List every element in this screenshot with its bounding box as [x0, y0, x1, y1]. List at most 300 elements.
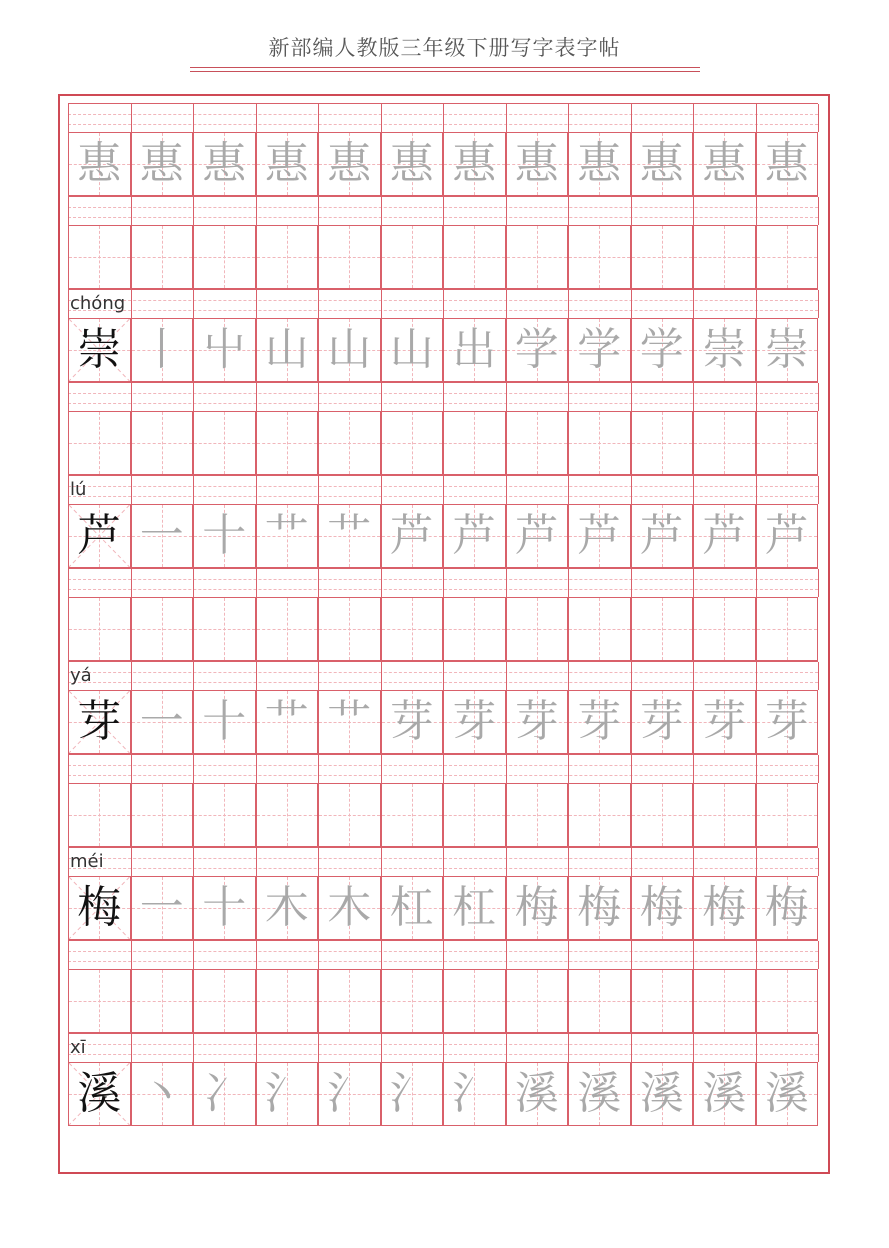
cell-guide-vertical [724, 784, 725, 846]
writing-cell[interactable] [193, 412, 256, 475]
stroke-order-cell[interactable] [256, 691, 319, 754]
writing-cell[interactable] [381, 226, 444, 289]
cell-guide-vertical [349, 784, 350, 846]
pinyin-column-line [256, 290, 257, 318]
trace-character: 梅 [764, 882, 809, 933]
pinyin-column-line [131, 1034, 132, 1062]
writing-cell[interactable] [381, 412, 444, 475]
trace-character: 芦 [639, 510, 684, 561]
trace-cell[interactable] [506, 133, 569, 196]
writing-cell[interactable] [318, 226, 381, 289]
cell-guide-vertical [599, 598, 600, 660]
stroke-order-cell[interactable] [506, 1063, 569, 1126]
stroke-order-cell[interactable] [756, 319, 819, 382]
writing-cell[interactable] [756, 412, 819, 475]
writing-cell[interactable] [631, 412, 694, 475]
trace-character: 芽 [764, 696, 809, 747]
trace-character: 芽 [639, 696, 684, 747]
trace-character: 山 [389, 324, 434, 375]
trace-character: 惠 [139, 138, 184, 189]
pinyin-column-line [256, 848, 257, 876]
stroke-order-cell[interactable] [443, 1063, 506, 1126]
stroke-order-cell[interactable] [443, 319, 506, 382]
pinyin-column-line [693, 1034, 694, 1062]
pinyin-column-line [756, 476, 757, 504]
pinyin-column-line [693, 383, 694, 411]
pinyin-column-line [381, 662, 382, 690]
cell-guide-vertical [224, 598, 225, 660]
trace-cell[interactable] [693, 133, 756, 196]
pinyin-column-line [693, 848, 694, 876]
writing-cell[interactable] [131, 784, 194, 847]
stroke-order-cell[interactable] [443, 877, 506, 940]
pinyin-column-line [193, 1034, 194, 1062]
pinyin-column-line [68, 569, 69, 597]
pinyin-column-line [318, 569, 319, 597]
stroke-order-cell[interactable] [318, 877, 381, 940]
cell-guide-vertical [787, 784, 788, 846]
stroke-order-cell[interactable] [568, 691, 631, 754]
trace-cell[interactable] [318, 133, 381, 196]
trace-character: 惠 [327, 138, 372, 189]
cell-guide-vertical [662, 412, 663, 474]
stroke-order-cell[interactable] [568, 1063, 631, 1126]
trace-cell[interactable] [631, 133, 694, 196]
pinyin-column-line [818, 755, 819, 783]
pinyin-column-line [631, 290, 632, 318]
writing-cell[interactable] [756, 598, 819, 661]
pinyin-column-line [318, 848, 319, 876]
writing-cell[interactable] [443, 226, 506, 289]
stroke-order-cell[interactable] [381, 1063, 444, 1126]
pinyin-column-line [68, 755, 69, 783]
cell-guide-vertical [474, 412, 475, 474]
pinyin-column-line [568, 476, 569, 504]
title-underline-top [190, 67, 700, 68]
pinyin-column-line [318, 476, 319, 504]
trace-character: 艹 [264, 510, 309, 561]
cell-guide-vertical [412, 970, 413, 1032]
pinyin-column-line [381, 1034, 382, 1062]
writing-cell[interactable] [381, 970, 444, 1033]
pinyin-column-line [443, 848, 444, 876]
pinyin-column-line [256, 941, 257, 969]
writing-cell[interactable] [193, 970, 256, 1033]
title-underline-bottom [190, 71, 700, 72]
trace-character: 艹 [327, 510, 372, 561]
pinyin-column-line [443, 104, 444, 132]
pinyin-column-line [193, 197, 194, 225]
pinyin-column-line [756, 569, 757, 597]
trace-character: 芽 [389, 696, 434, 747]
stroke-order-cell[interactable] [256, 319, 319, 382]
trace-character: 惠 [702, 138, 747, 189]
writing-cell[interactable] [506, 784, 569, 847]
cell-guide-vertical [99, 784, 100, 846]
writing-cell[interactable] [693, 226, 756, 289]
cell-guide-vertical [724, 412, 725, 474]
pinyin-column-line [568, 848, 569, 876]
writing-cell[interactable] [256, 412, 319, 475]
cell-guide-vertical [162, 226, 163, 288]
stroke-order-cell[interactable] [193, 319, 256, 382]
cell-guide-vertical [599, 412, 600, 474]
pinyin-column-line [443, 383, 444, 411]
pinyin-label: xī [70, 1037, 86, 1058]
pinyin-column-line [756, 662, 757, 690]
pinyin-column-line [693, 662, 694, 690]
trace-character: 山 [264, 324, 309, 375]
pinyin-row [68, 475, 818, 505]
stroke-order-cell[interactable] [506, 691, 569, 754]
writing-cell[interactable] [256, 226, 319, 289]
stroke-order-cell[interactable] [131, 877, 194, 940]
writing-cell[interactable] [568, 970, 631, 1033]
writing-cell[interactable] [506, 412, 569, 475]
trace-character: 芦 [389, 510, 434, 561]
trace-cell[interactable] [443, 133, 506, 196]
pinyin-column-line [131, 383, 132, 411]
stroke-order-cell[interactable] [693, 505, 756, 568]
pinyin-column-line [443, 941, 444, 969]
stroke-order-cell[interactable] [443, 505, 506, 568]
pinyin-row [68, 661, 818, 691]
stroke-order-cell[interactable] [568, 877, 631, 940]
writing-cell[interactable] [443, 598, 506, 661]
pinyin-column-line [631, 848, 632, 876]
pinyin-column-line [756, 848, 757, 876]
stroke-order-cell[interactable] [381, 691, 444, 754]
writing-cell[interactable] [631, 970, 694, 1033]
trace-character: 十 [202, 696, 247, 747]
stroke-order-cell[interactable] [631, 1063, 694, 1126]
trace-character: 溪 [514, 1068, 559, 1119]
stroke-order-cell[interactable] [381, 505, 444, 568]
stroke-order-cell[interactable] [68, 319, 131, 382]
stroke-order-cell[interactable] [256, 505, 319, 568]
pinyin-column-line [818, 1034, 819, 1062]
stroke-order-cell[interactable] [506, 505, 569, 568]
writing-cell[interactable] [693, 412, 756, 475]
writing-cell[interactable] [131, 598, 194, 661]
pinyin-column-line [68, 290, 69, 318]
stroke-order-cell[interactable] [693, 877, 756, 940]
stroke-order-cell[interactable] [256, 877, 319, 940]
writing-cell[interactable] [68, 784, 131, 847]
cell-guide-vertical [162, 598, 163, 660]
pinyin-column-line [318, 941, 319, 969]
model-character: 芦 [77, 510, 122, 561]
pinyin-column-line [318, 755, 319, 783]
trace-character: 惠 [264, 138, 309, 189]
writing-cell[interactable] [318, 598, 381, 661]
pinyin-column-line [693, 569, 694, 597]
stroke-order-cell[interactable] [631, 319, 694, 382]
trace-character: 十 [202, 882, 247, 933]
writing-cell[interactable] [68, 970, 131, 1033]
pinyin-column-line [443, 755, 444, 783]
writing-cell[interactable] [318, 970, 381, 1033]
writing-cell[interactable] [68, 412, 131, 475]
writing-cell[interactable] [506, 226, 569, 289]
stroke-order-cell[interactable] [318, 1063, 381, 1126]
pinyin-column-line [193, 104, 194, 132]
trace-character: 惠 [77, 138, 122, 189]
trace-character: 氵 [327, 1068, 372, 1119]
writing-cell[interactable] [568, 226, 631, 289]
pinyin-column-line [506, 941, 507, 969]
cell-guide-vertical [787, 970, 788, 1032]
cell-guide-vertical [287, 970, 288, 1032]
cell-guide-vertical [537, 226, 538, 288]
pinyin-column-line [68, 1034, 69, 1062]
trace-character: 屮 [202, 324, 247, 375]
stroke-order-cell[interactable] [131, 505, 194, 568]
trace-character: 学 [639, 324, 684, 375]
cell-guide-vertical [474, 598, 475, 660]
trace-cell[interactable] [131, 133, 194, 196]
writing-cell[interactable] [693, 598, 756, 661]
pinyin-row [68, 847, 818, 877]
writing-cell[interactable] [506, 970, 569, 1033]
cell-guide-vertical [224, 226, 225, 288]
writing-cell[interactable] [256, 784, 319, 847]
pinyin-column-line [131, 476, 132, 504]
cell-guide-vertical [537, 970, 538, 1032]
pinyin-column-line [256, 1034, 257, 1062]
stroke-order-cell[interactable] [193, 505, 256, 568]
writing-cell[interactable] [756, 970, 819, 1033]
pinyin-column-line [381, 290, 382, 318]
stroke-order-cell[interactable] [131, 1063, 194, 1126]
writing-cell[interactable] [68, 226, 131, 289]
writing-cell[interactable] [631, 226, 694, 289]
pinyin-column-line [568, 755, 569, 783]
writing-cell[interactable] [193, 598, 256, 661]
pinyin-column-line [756, 290, 757, 318]
trace-character: 氵 [452, 1068, 497, 1119]
pinyin-column-line [193, 383, 194, 411]
stroke-order-cell[interactable] [756, 691, 819, 754]
stroke-order-cell[interactable] [506, 877, 569, 940]
pinyin-column-line [318, 197, 319, 225]
pinyin-column-line [631, 1034, 632, 1062]
pinyin-column-line [68, 848, 69, 876]
pinyin-column-line [131, 104, 132, 132]
stroke-order-cell[interactable] [256, 1063, 319, 1126]
trace-character: 惠 [639, 138, 684, 189]
stroke-order-cell[interactable] [318, 691, 381, 754]
trace-character: 学 [577, 324, 622, 375]
writing-cell[interactable] [693, 970, 756, 1033]
writing-cell[interactable] [381, 598, 444, 661]
stroke-order-cell[interactable] [131, 691, 194, 754]
writing-cell[interactable] [131, 226, 194, 289]
stroke-order-cell[interactable] [631, 877, 694, 940]
writing-cell[interactable] [131, 970, 194, 1033]
pinyin-column-line [68, 941, 69, 969]
writing-cell[interactable] [693, 784, 756, 847]
cell-guide-vertical [349, 970, 350, 1032]
pinyin-column-line [443, 1034, 444, 1062]
stroke-order-cell[interactable] [443, 691, 506, 754]
pinyin-column-line [193, 290, 194, 318]
writing-cell[interactable] [568, 598, 631, 661]
stroke-order-cell[interactable] [693, 1063, 756, 1126]
cell-guide-vertical [724, 226, 725, 288]
trace-character: 艹 [264, 696, 309, 747]
writing-cell[interactable] [256, 598, 319, 661]
pinyin-column-line [256, 197, 257, 225]
writing-cell[interactable] [193, 784, 256, 847]
writing-cell[interactable] [756, 784, 819, 847]
cell-guide-vertical [412, 784, 413, 846]
stroke-order-cell[interactable] [568, 319, 631, 382]
pinyin-column-line [568, 662, 569, 690]
stroke-order-cell[interactable] [68, 691, 131, 754]
writing-cell[interactable] [443, 970, 506, 1033]
cell-guide-vertical [537, 784, 538, 846]
model-character: 芽 [77, 696, 122, 747]
trace-cell[interactable] [756, 133, 819, 196]
trace-character: 冫 [202, 1068, 247, 1119]
stroke-order-cell[interactable] [68, 1063, 131, 1126]
stroke-order-cell[interactable] [318, 319, 381, 382]
trace-cell[interactable] [68, 133, 131, 196]
cell-guide-vertical [787, 412, 788, 474]
stroke-order-cell[interactable] [381, 877, 444, 940]
stroke-order-cell[interactable] [68, 877, 131, 940]
pinyin-label: chóng [70, 293, 126, 314]
pinyin-column-line [693, 104, 694, 132]
writing-cell[interactable] [193, 226, 256, 289]
writing-cell[interactable] [131, 412, 194, 475]
cell-guide-vertical [349, 412, 350, 474]
cell-guide-vertical [349, 226, 350, 288]
trace-cell[interactable] [568, 133, 631, 196]
pinyin-row-blank [68, 382, 818, 412]
pinyin-column-line [756, 755, 757, 783]
pinyin-column-line [381, 476, 382, 504]
writing-cell[interactable] [443, 784, 506, 847]
stroke-order-cell[interactable] [193, 691, 256, 754]
stroke-order-cell[interactable] [756, 1063, 819, 1126]
trace-character: 惠 [452, 138, 497, 189]
pinyin-column-line [193, 662, 194, 690]
page-title: 新部编人教版三年级下册写字表字帖 [268, 36, 621, 60]
pinyin-column-line [381, 941, 382, 969]
pinyin-column-line [631, 197, 632, 225]
writing-cell[interactable] [68, 598, 131, 661]
writing-cell[interactable] [756, 226, 819, 289]
pinyin-column-line [756, 197, 757, 225]
cell-guide-vertical [287, 226, 288, 288]
stroke-order-cell[interactable] [506, 319, 569, 382]
trace-character: 出 [452, 324, 497, 375]
writing-cell[interactable] [256, 970, 319, 1033]
stroke-order-cell[interactable] [631, 505, 694, 568]
pinyin-column-line [131, 662, 132, 690]
trace-cell[interactable] [193, 133, 256, 196]
pinyin-column-line [506, 290, 507, 318]
pinyin-column-line [506, 383, 507, 411]
pinyin-column-line [756, 941, 757, 969]
trace-character: 杠 [389, 882, 434, 933]
trace-character: 杠 [452, 882, 497, 933]
pinyin-column-line [381, 383, 382, 411]
pinyin-column-line [756, 1034, 757, 1062]
trace-cell[interactable] [381, 133, 444, 196]
stroke-order-cell[interactable] [381, 319, 444, 382]
pinyin-column-line [506, 104, 507, 132]
stroke-order-cell[interactable] [756, 877, 819, 940]
writing-cell[interactable] [506, 598, 569, 661]
writing-cell[interactable] [568, 412, 631, 475]
pinyin-column-line [818, 941, 819, 969]
writing-cell[interactable] [631, 598, 694, 661]
stroke-order-cell[interactable] [318, 505, 381, 568]
stroke-order-cell[interactable] [193, 1063, 256, 1126]
pinyin-column-line [381, 104, 382, 132]
writing-cell[interactable] [318, 784, 381, 847]
pinyin-column-line [68, 383, 69, 411]
writing-cell[interactable] [318, 412, 381, 475]
writing-cell[interactable] [381, 784, 444, 847]
cell-guide-vertical [412, 598, 413, 660]
trace-character: 十 [202, 510, 247, 561]
stroke-order-cell[interactable] [693, 319, 756, 382]
cell-guide-vertical [662, 784, 663, 846]
cell-guide-vertical [474, 784, 475, 846]
pinyin-column-line [193, 848, 194, 876]
trace-character: 氵 [264, 1068, 309, 1119]
pinyin-column-line [256, 476, 257, 504]
cell-guide-vertical [537, 598, 538, 660]
cell-guide-vertical [474, 226, 475, 288]
pinyin-column-line [756, 383, 757, 411]
trace-character: 木 [264, 882, 309, 933]
writing-cell[interactable] [631, 784, 694, 847]
pinyin-column-line [193, 941, 194, 969]
cell-guide-vertical [99, 412, 100, 474]
pinyin-column-line [381, 848, 382, 876]
writing-cell[interactable] [443, 412, 506, 475]
cell-guide-vertical [599, 226, 600, 288]
pinyin-column-line [131, 290, 132, 318]
stroke-order-cell[interactable] [193, 877, 256, 940]
stroke-order-cell[interactable] [568, 505, 631, 568]
trace-character: 惠 [514, 138, 559, 189]
pinyin-column-line [443, 197, 444, 225]
trace-character: 惠 [202, 138, 247, 189]
stroke-order-cell[interactable] [68, 505, 131, 568]
trace-character: 芦 [452, 510, 497, 561]
trace-character: 惠 [764, 138, 809, 189]
stroke-order-cell[interactable] [756, 505, 819, 568]
trace-character: 梅 [514, 882, 559, 933]
trace-cell[interactable] [256, 133, 319, 196]
pinyin-column-line [631, 104, 632, 132]
trace-character: 一 [139, 882, 184, 933]
stroke-order-cell[interactable] [131, 319, 194, 382]
trace-character: 学 [514, 324, 559, 375]
cell-guide-vertical [724, 970, 725, 1032]
stroke-order-cell[interactable] [631, 691, 694, 754]
stroke-order-cell[interactable] [693, 691, 756, 754]
writing-cell[interactable] [568, 784, 631, 847]
cell-guide-vertical [162, 970, 163, 1032]
trace-character: 一 [139, 510, 184, 561]
